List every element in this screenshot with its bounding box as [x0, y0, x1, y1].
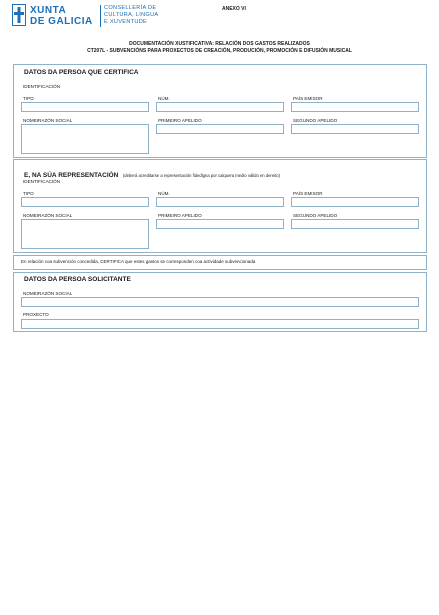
- representation-section-title: E, NA SÚA REPRESENTACIÓN: [24, 172, 119, 179]
- xunta-cross-emblem-icon: [12, 4, 26, 26]
- document-title: DOCUMENTACIÓN XUSTIFICATIVA: RELACIÓN DOS GASTOS REALIZADOS: [129, 41, 310, 47]
- applicant-section-title: DATOS DA PERSOA SOLICITANTE: [24, 276, 131, 283]
- xunta-logo: [12, 4, 172, 30]
- dept-line-3: E XUVENTUDE: [104, 19, 148, 25]
- applicant-section: [13, 272, 427, 332]
- certifier-pais-label: PAÍS EMISOR: [293, 96, 323, 101]
- representation-primeiro-field[interactable]: [156, 219, 284, 229]
- representation-note: (deberá acreditarse a representación fidedigna por calquera medio válido en dereito): [122, 173, 280, 178]
- certifier-nombre-field[interactable]: [21, 124, 149, 154]
- certifier-identification-label: IDENTIFICACIÓN: [23, 84, 61, 89]
- annex-label: ANEXO VI: [222, 6, 246, 12]
- applicant-proxecto-field[interactable]: [21, 319, 419, 329]
- representation-pais-field[interactable]: [291, 197, 419, 207]
- certifier-primeiro-label: PRIMEIRO APELIDO: [158, 118, 202, 123]
- representation-segundo-label: SEGUNDO APELIDO: [293, 213, 338, 218]
- dept-line-1: CONSELLERÍA DE: [104, 5, 157, 11]
- logo-line-1: XUNTA: [30, 5, 67, 16]
- representation-pais-label: PAÍS EMISOR: [293, 191, 323, 196]
- representation-tipo-field[interactable]: [21, 197, 149, 207]
- representation-section: [13, 159, 427, 253]
- certifier-num-field[interactable]: [156, 102, 284, 112]
- representation-tipo-label: TIPO: [23, 191, 34, 196]
- logo-divider: [100, 5, 101, 27]
- dept-line-2: CULTURA, LINGUA: [104, 12, 159, 18]
- representation-nombre-field[interactable]: [21, 219, 149, 249]
- certifier-section: [13, 64, 427, 158]
- logo-line-2: DE GALICIA: [30, 16, 93, 27]
- applicant-proxecto-label: PROXECTO: [23, 312, 49, 317]
- representation-num-label: NÚM.: [158, 191, 170, 196]
- representation-primeiro-label: PRIMEIRO APELIDO: [158, 213, 202, 218]
- certifier-tipo-label: TIPO: [23, 96, 34, 101]
- representation-section-header: [24, 164, 280, 182]
- representation-num-field[interactable]: [156, 197, 284, 207]
- certifier-tipo-field[interactable]: [21, 102, 149, 112]
- representation-nombre-label: NOMEIRAZÓN SOCIAL: [23, 213, 73, 218]
- certifier-primeiro-field[interactable]: [156, 124, 284, 134]
- certifier-section-title: DATOS DA PERSOA QUE CERTIFICA: [24, 69, 139, 76]
- applicant-nombre-label: NOMEIRAZÓN SOCIAL: [23, 291, 73, 296]
- certifier-nombre-label: NOMEIRAZÓN SOCIAL: [23, 118, 73, 123]
- certifier-num-label: NÚM.: [158, 96, 170, 101]
- document-subtitle: CT207L - SUBVENCIÓNS PARA PROXECTOS DE CREACIÓN, PRODUCIÓN, PROMOCIÓN E DIFUSIÓN MUSICAL: [87, 48, 352, 54]
- representation-segundo-field[interactable]: [291, 219, 419, 229]
- certify-statement-box: [13, 255, 427, 270]
- certifier-segundo-field[interactable]: [291, 124, 419, 134]
- certifier-segundo-label: SEGUNDO APELIDO: [293, 118, 338, 123]
- certifier-pais-field[interactable]: [291, 102, 419, 112]
- certify-statement: En relación coa subvención concedida, CERTIFICA que estes gastos se corresponden coa actividade subvencionada: [21, 259, 256, 264]
- representation-identification-label: IDENTIFICACIÓN: [23, 179, 61, 184]
- applicant-nombre-field[interactable]: [21, 297, 419, 307]
